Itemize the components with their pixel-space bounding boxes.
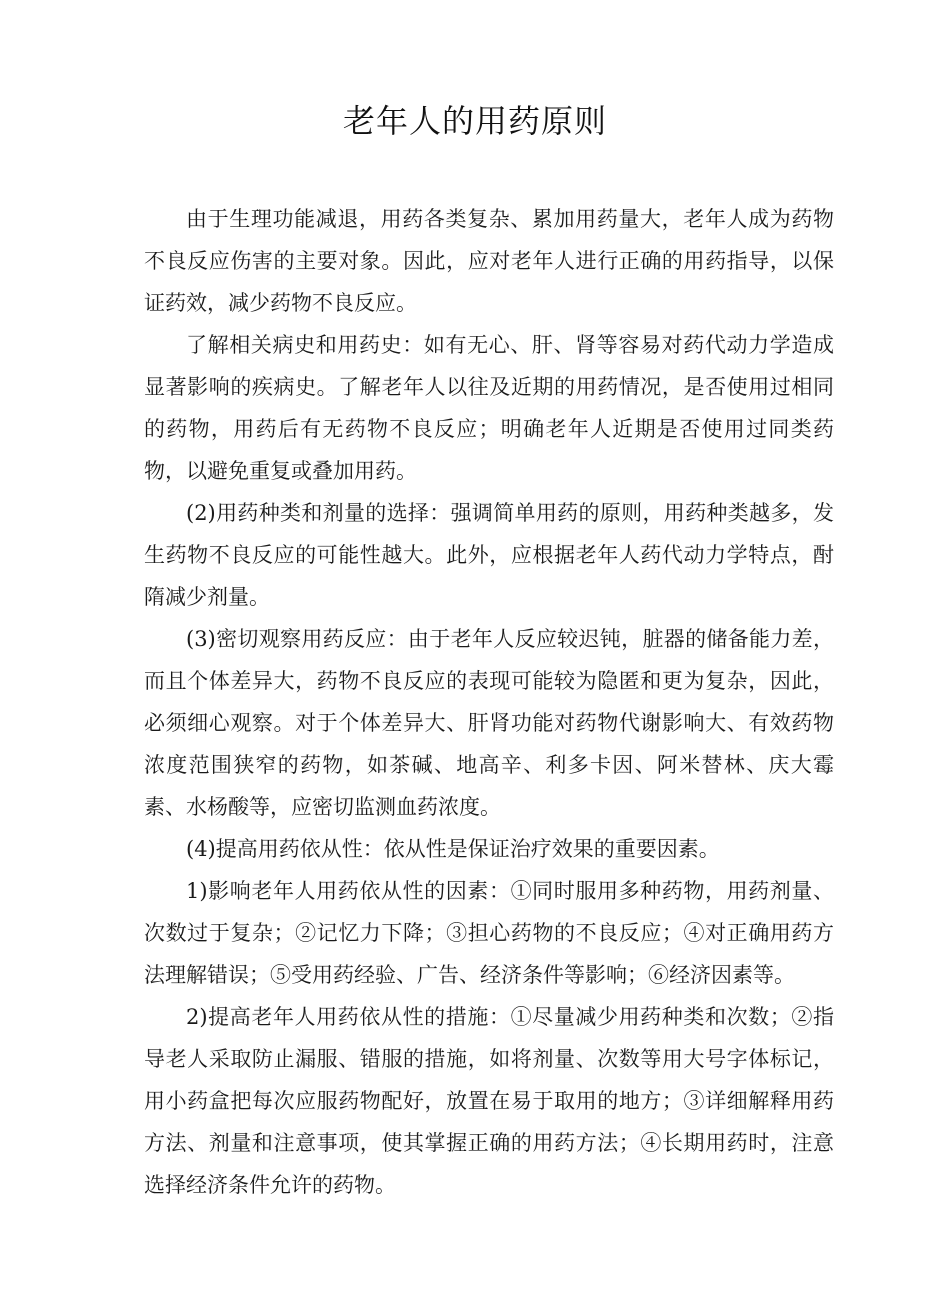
paragraph-compliance-factors: 1)影响老年人用药依从性的因素：①同时服用多种药物，用药剂量、次数过于复杂；②记忆力下降；③担心药物的不良反应；④对正确用药方法理解错误；⑤受用药经验、广告、经济条件等影响；⑥经济因素等。 — [144, 879, 834, 987]
paragraph-history: 了解相关病史和用药史：如有无心、肝、肾等容易对药代动力学造成显著影响的疾病史。了解老年人以往及近期的用药情况，是否使用过相同的药物，用药后有无药物不良反应；明确老年人近期是否使用过同类药物，以避免重复或叠加用药。 — [144, 333, 834, 483]
paragraph-drug-selection: (2)用药种类和剂量的选择：强调简单用药的原则，用药种类越多，发生药物不良反应的可能性越大。此外，应根据老年人药代动力学特点，酎隋减少剂量。 — [144, 501, 834, 609]
paragraph-compliance-measures: 2)提高老年人用药依从性的措施：①尽量减少用药种类和次数；②指导老人采取防止漏服、错服的措施，如将剂量、次数等用大号字体标记，用小药盒把每次应服药物配好，放置在易于取用的地方；③详细解释用药方法、剂量和注意事项，使其掌握正确的用药方法；④长期用药时，注意选择经济条件允许的药物。 — [144, 1005, 834, 1197]
document-body — [144, 198, 834, 1206]
paragraph-intro: 由于生理功能减退，用药各类复杂、累加用药量大，老年人成为药物不良反应伤害的主要对象。因此，应对老年人进行正确的用药指导，以保证药效，减少药物不良反应。 — [144, 207, 834, 315]
paragraph-compliance: (4)提高用药依从性：依从性是保证治疗效果的重要因素。 — [186, 837, 720, 861]
page-title: 老年人的用药原则 — [342, 102, 607, 140]
paragraph-observation: (3)密切观察用药反应：由于老年人反应较迟钝，脏器的储备能力差，而且个体差异大，药物不良反应的表现可能较为隐匿和更为复杂，因此，必须细心观察。对于个体差异大、肝肾功能对药物代谢影响大、有效药物浓度范围狭窄的药物，如茶碱、地高辛、利多卡因、阿米替林、庆大霉素、水杨酸等，应密切监测血药浓度。 — [144, 627, 834, 819]
